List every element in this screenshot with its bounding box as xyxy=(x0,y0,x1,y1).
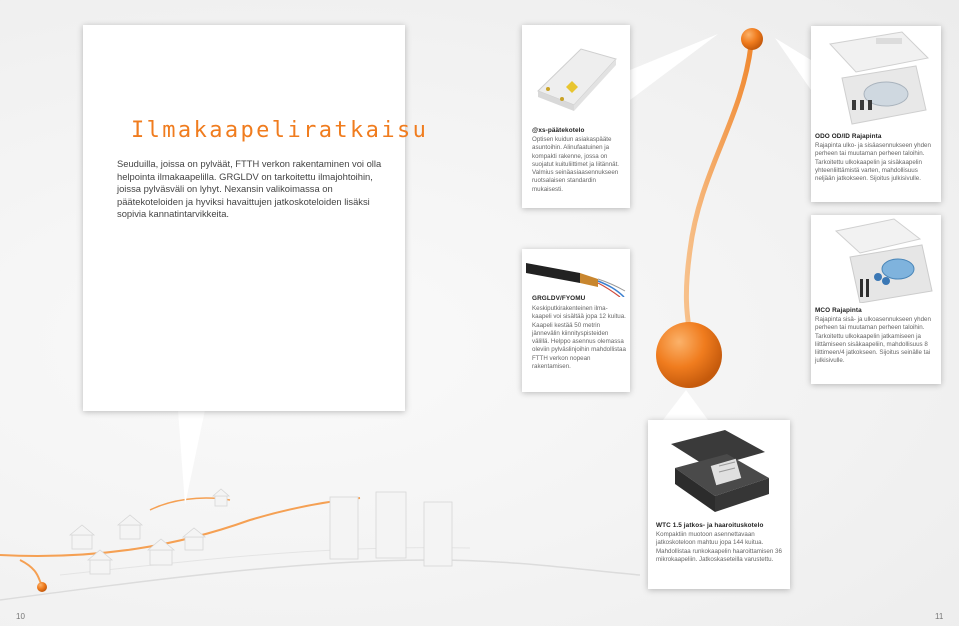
main-callout-card xyxy=(83,25,429,411)
xs-card-tail xyxy=(630,34,718,100)
page-number-right: 11 xyxy=(935,612,944,621)
product-description: Keskiputkirakenteinen ilma-kaapeli voi sisältää jopa 12 kuitua. Kaapeli kestää 50 metrin jännevälin kiinnityspisteiden välillä. Helppo asennus olemassa oleviin pylväslinjoihin mahdollistaa FTTH verkon nopean rakentamisen. xyxy=(532,305,626,371)
main-card-tail xyxy=(178,410,205,505)
product-title: ODO OD/ID Rajapinta xyxy=(815,133,882,140)
product-card-mco xyxy=(811,215,941,384)
cable-photo xyxy=(526,257,626,297)
cable-ground-1 xyxy=(0,498,360,556)
product-card-wtc xyxy=(648,420,790,589)
big-orange-ball xyxy=(656,322,722,388)
product-description: Rajapinta sisä- ja ulkoasennukseen yhden perheen tai muutaman perheen taloihin. Tarkoitettu ulkokaapelin jatkamiseen ja liittämiseen sisäkaapeliin, mahdollisuus 8 liittimeen/4 jatkokseen. Sijoitus seinälle tai julkisivulle. xyxy=(815,316,931,365)
product-card-odo xyxy=(811,26,941,202)
product-title: GRGLDV/FYOMU xyxy=(532,295,586,302)
page-number-left: 10 xyxy=(16,612,25,621)
wtc-card-tail xyxy=(663,390,708,420)
odo-enclosure-photo xyxy=(816,30,936,126)
mco-enclosure-photo xyxy=(816,215,936,303)
product-card-xs xyxy=(522,25,630,208)
product-description: Optisen kuidun asiakaspääte asuntoihin. Alinufaatuinen ja kompakti rakenne, jossa on suojatut kuituliittimet ja liitännät. Valmius seinäasiaasennukseen ruotsalaisen standardin mukaisesti. xyxy=(532,136,620,193)
product-title: WTC 1.5 jatkos- ja haaroituskotelo xyxy=(656,522,764,529)
cable-ground-2 xyxy=(20,560,42,585)
product-title: @xs-päätekotelo xyxy=(532,127,585,134)
cable-vertical xyxy=(686,45,751,335)
small-orange-ball xyxy=(741,28,763,50)
xs-enclosure-photo xyxy=(526,29,626,119)
product-description: Rajapinta ulko- ja sisäasennukseen yhden perheen tai muutaman perheen taloihin. Tarkoitettu ulkokaapelin ja sisäkaapelin yhteenliittämistä varten, mahdollisuus neljään jatkokseen. Sijoitus julkisivulle. xyxy=(815,142,931,183)
intro-text: Seuduilla, joissa on pylväät, FTTH verkon rakentaminen voi olla helpointa ilmakaapelilla. GRGLDV on tarkoitettu ilmajohtoihin, joissa pylväsväli on lyhyt. Nexansin valikoimassa on päätekoteloiden ja hyviksi havaittujen jatkoskoteloiden lisäksi sopivia kannatintarvikkeita. xyxy=(117,158,382,220)
wtc-enclosure-photo xyxy=(653,424,785,520)
product-title: MCO Rajapinta xyxy=(815,307,862,314)
page-title: Ilmakaapeliratkaisu xyxy=(131,118,429,143)
ground-orange-ball xyxy=(37,582,47,592)
product-card-grgldv xyxy=(522,249,630,392)
odo-card-tail xyxy=(775,38,811,90)
product-description: Kompaktiin muotoon asennettavaan jatkoskoteloon mahtuu jopa 144 kuitua. Mahdollistaa runkokaapelin haaroittamisen 36 mikrokaapeliin. Jatkoskaseteilla varustettu. xyxy=(656,531,782,563)
cable-ground-grey-2 xyxy=(60,548,470,575)
